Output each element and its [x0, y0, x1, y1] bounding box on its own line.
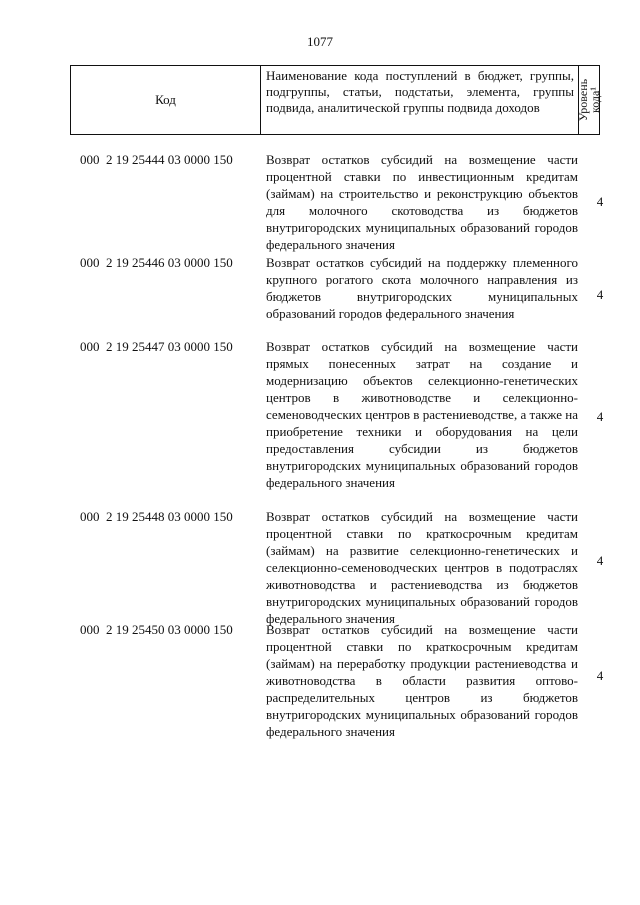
- row-code: 000 2 19 25447 03 0000 150: [80, 339, 233, 354]
- row-code: 000 2 19 25444 03 0000 150: [80, 152, 233, 167]
- row-level: 4: [596, 194, 604, 209]
- row-description: Возврат остатков субсидий на возмещение части прямых понесенных затрат на создание и модернизацию объектов селекционно-генетических центров в животноводстве и селекционно-семеноводческих центров в растениеводстве, а также на приобретение техники и оборудования на цели предоставления субсидии из бюджетов внутригородских муниципальных образований городов федерального значения: [266, 339, 578, 490]
- header-level-column: [576, 66, 602, 134]
- header-code-column: Код: [71, 66, 261, 134]
- header-name-column: Наименование кода поступлений в бюджет, группы, подгруппы, статьи, подстатьи, элемента, группы подвида, аналитической группы подвида доходов: [261, 66, 579, 134]
- row-level: 4: [596, 409, 604, 424]
- row-code: 000 2 19 25450 03 0000 150: [80, 622, 233, 637]
- row-description: Возврат остатков субсидий на возмещение части процентной ставки по инвестиционным кредитам (займам) на строительство и реконструкцию объектов для молочного скотоводства из бюджетов внутригородских муниципальных образований городов федерального значения: [266, 152, 578, 252]
- row-code: 000 2 19 25446 03 0000 150: [80, 255, 233, 270]
- header-level-label: Уровень кода¹: [576, 78, 602, 122]
- row-description: Возврат остатков субсидий на возмещение части процентной ставки по краткосрочным кредитам (займам) на переработку продукции растениеводства и животноводства в области развития оптово-распределительных центров из бюджетов внутригородских муниципальных образований городов федерального значения: [266, 622, 578, 739]
- row-level: 4: [596, 287, 604, 302]
- row-level: 4: [596, 668, 604, 683]
- row-code: 000 2 19 25448 03 0000 150: [80, 509, 233, 524]
- row-level: 4: [596, 553, 604, 568]
- table-header: [70, 65, 600, 135]
- page-number: 1077: [307, 34, 333, 49]
- row-description: Возврат остатков субсидий на поддержку племенного крупного рогатого скота молочного направления из бюджетов внутригородских муниципальных образований городов федерального значения: [266, 255, 578, 321]
- row-description: Возврат остатков субсидий на возмещение части процентной ставки по краткосрочным кредитам (займам) на развитие селекционно-генетических и селекционно-семеноводческих центров в подотраслях животноводства и растениеводства из бюджетов внутригородских муниципальных образований городов федерального значения: [266, 509, 578, 626]
